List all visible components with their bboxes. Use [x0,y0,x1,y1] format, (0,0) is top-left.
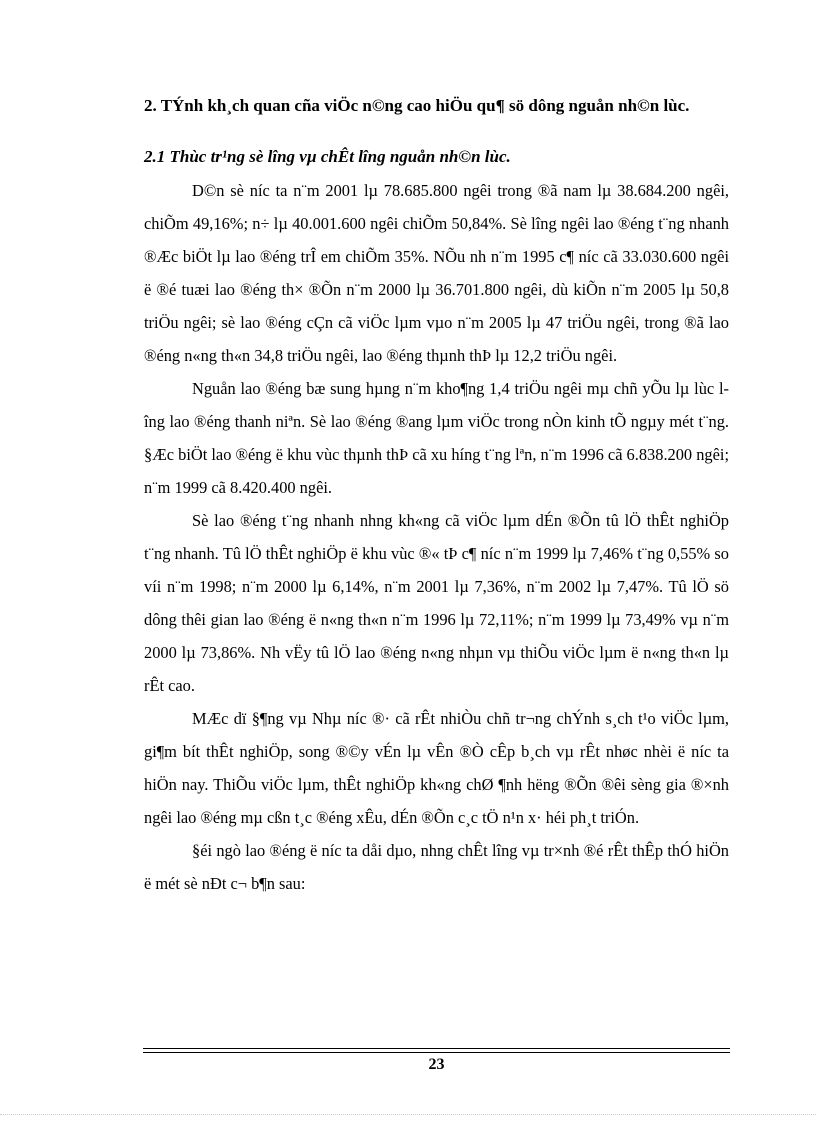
page-number: 23 [428,1056,445,1073]
page-bottom-border [0,1114,816,1115]
paragraph-population: D©n sè níc ta n¨m 2001 lµ 78.685.800 ngêi trong ®ã nam lµ 38.684.200 ngêi, chiÕm 49,16%; n÷ lµ 40.001.600 ngêi chiÕm 50,84%. Sè lîng ngêi lao ®éng t¨ng nhanh ®Æc biÖt lµ lao ®éng trÎ em chiÕm 35%. NÕu nh n¨m 1995 c¶ níc cã 33.030.600 ngêi ë ®é tuæi lao ®éng th× ®Õn n¨m 2000 lµ 36.701.800 ngêi, dù kiÕn n¨m 2005 lµ 50,8 triÖu ngêi; sè lao ®éng cÇn cã viÖc lµm vµo n¨m 2005 lµ 47 triÖu ngêi, trong ®ã lao ®éng n«ng th«n 34,8 triÖu ngêi, lao ®éng thµnh thÞ lµ 12,2 triÖu ngêi. [144,181,729,365]
paragraph-quality: §éi ngò lao ®éng ë níc ta dåi dµo, nhng chÊt lîng vµ tr×nh ®é rÊt thÊp thÓ hiÖn ë mét sè nÐt c¬ b¶n sau: [144,841,729,893]
paragraph-labor-supply: Nguån lao ®éng bæ sung hµng n¨m kho¶ng 1,4 triÖu ngêi mµ chñ yÕu lµ lùc lîng lao ®éng thanh niªn. Sè lao ®éng ®ang lµm viÖc trong nÒn kinh tÕ ngµy mét t¨ng. §Æc biÖt lao ®éng ë khu vùc thµnh thÞ cã xu híng t¨ng lªn, n¨m 1996 cã 6.838.200 ngêi; n¨m 1999 cã 8.420.400 ngêi. [144,379,729,497]
page-content [144,90,729,900]
subsection-heading: 2.1 Thùc tr¹ng sè lîng vµ chÊt lîng nguån nh©n lùc. [144,147,511,166]
footer-divider [143,1048,730,1053]
section-heading: 2. TÝnh kh¸ch quan cña viÖc n©ng cao hiÖu qu¶ sö dông nguån nh©n lùc. [144,96,690,115]
paragraph-unemployment: Sè lao ®éng t¨ng nhanh nhng kh«ng cã viÖc lµm dÉn ®Õn tû lÖ thÊt nghiÖp t¨ng nhanh. Tû lÖ thÊt nghiÖp ë khu vùc ®« tÞ c¶ níc n¨m 1999 lµ 7,46% t¨ng 0,55% so víi n¨m 1998; n¨m 2000 lµ 6,14%, n¨m 2001 lµ 7,36%, n¨m 2002 lµ 7,47%. Tû lÖ sö dông thêi gian lao ®éng ë n«ng th«n n¨m 1996 lµ 72,11%; n¨m 1999 lµ 73,49% vµ n¨m 2000 lµ 73,86%. Nh vËy tû lÖ lao ®éng n«ng nhµn vµ thiÕu viÖc lµm ë n«ng th«n lµ rÊt cao. [144,511,729,695]
paragraph-policy: MÆc dï §¶ng vµ Nhµ níc ®· cã rÊt nhiÒu chñ tr¬ng chÝnh s¸ch t¹o viÖc lµm, gi¶m bít thÊt nghiÖp, song ®©y vÉn lµ vÊn ®Ò cÊp b¸ch vµ rÊt nhøc nhèi ë níc ta hiÖn nay. ThiÕu viÖc lµm, thÊt nghiÖp kh«ng chØ ¶nh hëng ®Õn ®êi sèng gia ®×nh ngêi lao ®éng mµ cßn t¸c ®éng xÊu, dÉn ®Õn c¸c tÖ n¹n x· héi ph¸t triÓn. [144,709,729,827]
